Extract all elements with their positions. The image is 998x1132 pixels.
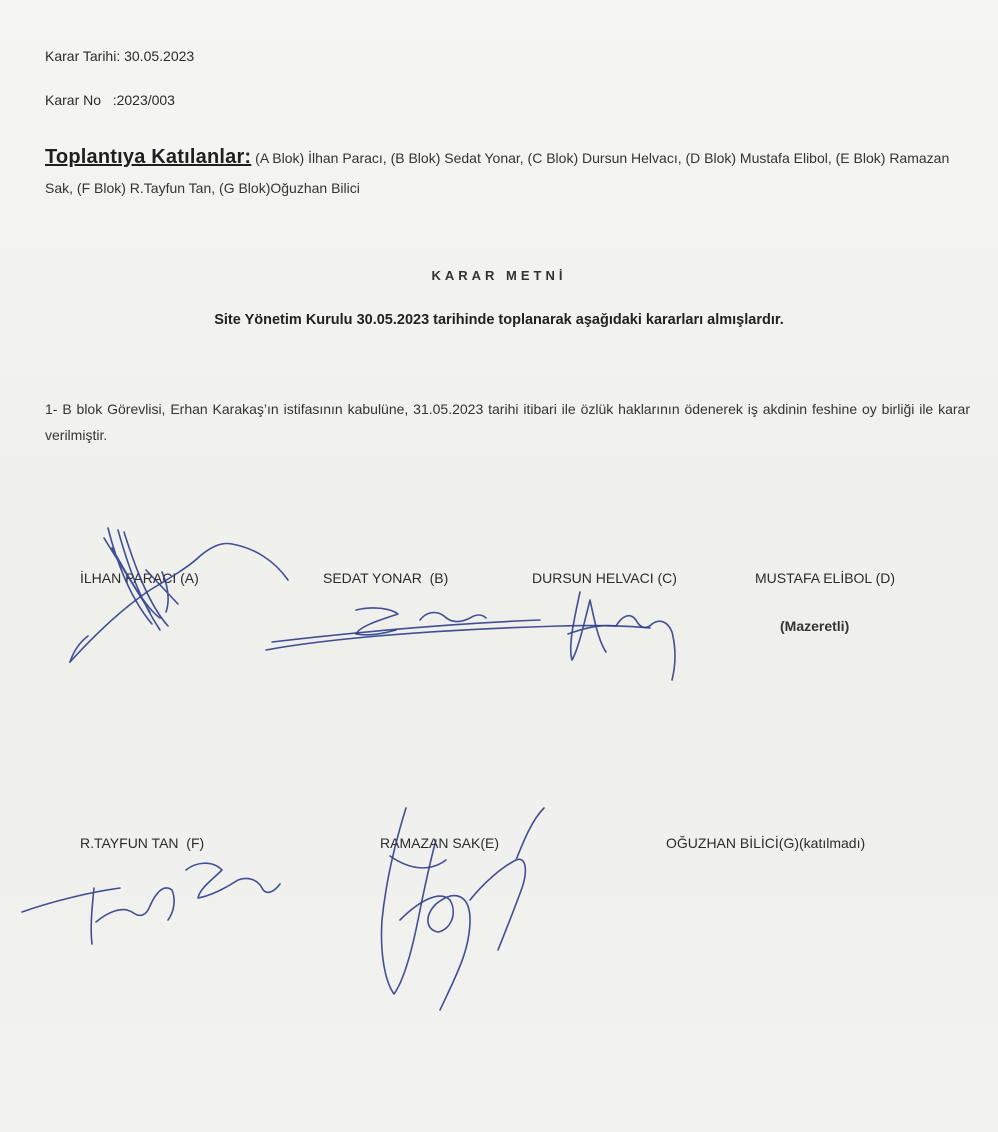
signatory-b-name: SEDAT YONAR (B) — [323, 570, 449, 586]
signatory-e-name: RAMAZAN SAK(E) — [380, 835, 500, 851]
signatory-g-name: OĞUZHAN BİLİCİ(G)(katılmadı) — [666, 835, 866, 851]
signatory-f-name: R.TAYFUN TAN (F) — [80, 835, 205, 851]
signatory-d-name: MUSTAFA ELİBOL (D) — [755, 570, 896, 586]
decision-date: Karar Tarihi: 30.05.2023 — [45, 48, 195, 64]
signature-f — [22, 863, 280, 944]
signature-c — [568, 592, 675, 680]
decision-number: Karar No :2023/003 — [45, 92, 175, 108]
decision-item: 1- B blok Görevlisi, Erhan Karakaş’ın istifasının kabulüne, 31.05.2023 tarihi itibari ile özlük haklarının ödenerek iş akdinin feshine oy birliği ile karar verilmiştir. — [45, 401, 970, 443]
decision-heading: KARAR METNİ — [431, 268, 567, 283]
signature-a — [70, 528, 288, 662]
signatory-d-note: (Mazeretli) — [780, 618, 850, 634]
attendees-heading: Toplantıya Katılanlar: — [45, 146, 252, 168]
signatory-c-name: DURSUN HELVACI (C) — [532, 570, 677, 586]
signatory-a-name: İLHAN PARACI (A) — [80, 570, 199, 586]
signature-b — [266, 608, 650, 650]
attendees-list: (A Blok) İlhan Paracı, (B Blok) Sedat Yonar, (C Blok) Dursun Helvacı, (D Blok) Mustafa Elibol, (E Blok) Ramazan Sak, (F Blok) R.Tayfun Tan, (G Blok)Oğuzhan Bilici — [45, 150, 950, 196]
attendees-paragraph — [45, 142, 970, 203]
decision-summary: Site Yönetim Kurulu 30.05.2023 tarihinde toplanarak aşağıdaki kararları almışlardır. — [214, 312, 784, 328]
